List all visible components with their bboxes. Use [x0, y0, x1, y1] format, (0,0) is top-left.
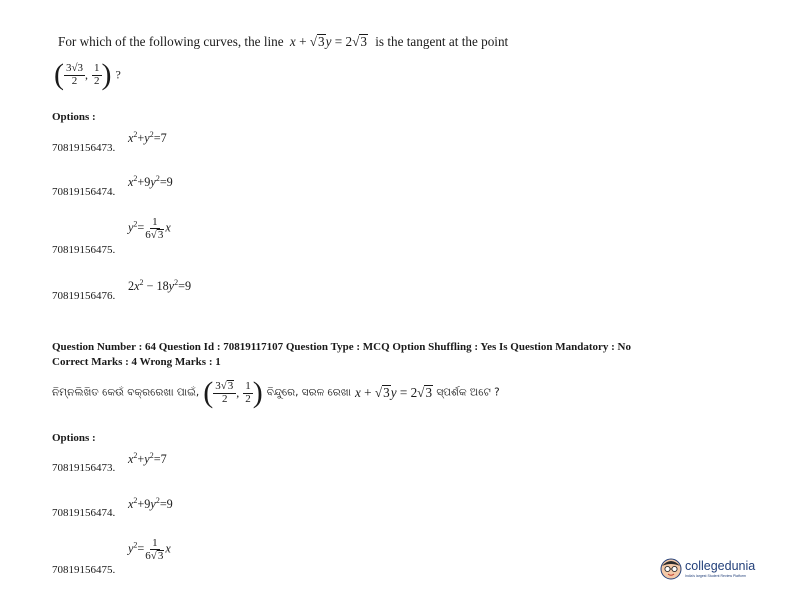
mascot-icon: [660, 558, 682, 580]
question-text-odia: ନିମ୍ନଲିଖିତ କେଉଁ ବକ୍ରରେଖା ପାଇଁ, ( $\frac{3√3}{2}$ , $\frac{1}{2}$ ) ବିନ୍ଦୁରେ, ସରଳ ରେଖା x + √3y = 2√3 ସ୍ପର୍ଶକ ଅଟେ ?: [52, 376, 500, 409]
question-meta-line1: Question Number : 64 Question Id : 70819117107 Question Type : MCQ Option Shuffling : Yes Is Question Mandatory : No: [52, 341, 631, 353]
option-ellipse-formula: $x^2+9y^2=9$: [128, 174, 173, 190]
option-parabola-formula: $y^2=$ $\frac{1}{6√3}$ x: [128, 216, 171, 242]
collegedunia-logo: [660, 558, 755, 580]
question-meta-line2: Correct Marks : 4 Wrong Marks : 1: [52, 356, 221, 368]
tangent-point: ( $\frac{3√3}{2}$ , $\frac{1}{2}$ ) ?: [54, 58, 121, 91]
odia-suffix: ସ୍ପର୍ଶକ ଅଟେ ?: [436, 386, 500, 399]
logo-tagline: India's largest Student Review Platform: [685, 574, 746, 579]
option-hyperbola-formula: $2x^2 - 18y^2=9$: [128, 278, 192, 294]
line-equation: x + √3y = 2√3: [289, 34, 367, 49]
question-text: [58, 34, 508, 50]
option-ellipse-formula: $x^2+9y^2=9$: [128, 496, 173, 512]
option-circle-formula: $x^2+y^2=7$: [128, 451, 167, 467]
odia-mid: ବିନ୍ଦୁରେ, ସରଳ ରେଖା: [266, 386, 351, 399]
option-id[interactable]: 70819156474.: [52, 507, 116, 519]
options-label: Options :: [52, 432, 96, 444]
option-id[interactable]: 70819156475.: [52, 564, 116, 576]
options-label: Options :: [52, 111, 96, 123]
option-id[interactable]: 70819156473.: [52, 142, 116, 154]
option-id[interactable]: 70819156474.: [52, 186, 116, 198]
option-id[interactable]: 70819156475.: [52, 244, 116, 256]
option-id[interactable]: 70819156476.: [52, 290, 116, 302]
question-suffix: is the tangent at the point: [375, 34, 509, 49]
option-circle-formula: $x^2+y^2=7$: [128, 130, 167, 146]
question-prefix: For which of the following curves, the line: [58, 34, 284, 49]
line-equation: x + √3y = 2√3: [354, 385, 433, 400]
logo-name: collegedunia: [685, 558, 756, 573]
odia-prefix: ନିମ୍ନଲିଖିତ କେଉଁ ବକ୍ରରେଖା ପାଇଁ,: [52, 386, 200, 399]
option-parabola-formula: $y^2=$ $\frac{1}{6√3}$ x: [128, 537, 171, 563]
option-id[interactable]: 70819156473.: [52, 462, 116, 474]
